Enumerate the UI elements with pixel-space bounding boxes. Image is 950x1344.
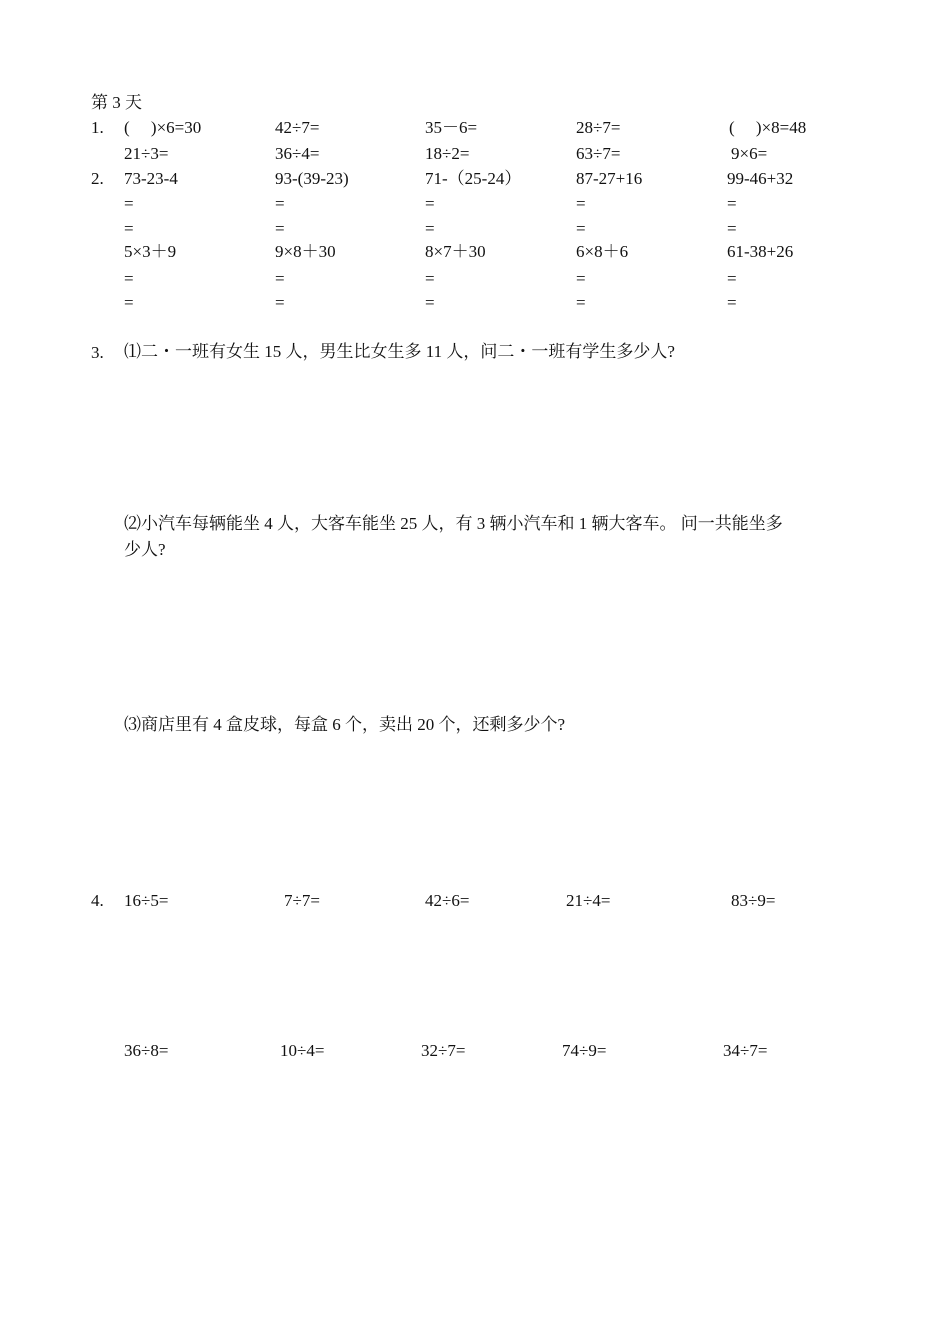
q2-equals: = <box>275 219 285 238</box>
q2-expression: 61-38+26 <box>727 242 794 261</box>
q2-equals: = <box>576 293 586 312</box>
q2-equals: = <box>425 219 435 238</box>
q2-equals: = <box>727 194 737 213</box>
page-title: 第 3 天 <box>91 93 142 112</box>
q2-equals: = <box>727 269 737 288</box>
q1-r2-item: 63÷7= <box>576 144 621 163</box>
q1-r2-item: 9×6= <box>731 144 768 163</box>
q2-equals: = <box>576 269 586 288</box>
q2-equals: = <box>124 219 134 238</box>
question-3-number: 3. <box>91 343 104 362</box>
q1-r1-item: 28÷7= <box>576 118 621 137</box>
q2-equals: = <box>124 269 134 288</box>
q4-r2-item: 36÷8= <box>124 1041 169 1060</box>
q4-r1-item: 16÷5= <box>124 891 169 910</box>
q2-expression: 99-46+32 <box>727 169 794 188</box>
q2-expression: 9×8＋30 <box>275 242 336 261</box>
q2-expression: 87-27+16 <box>576 169 643 188</box>
q2-equals: = <box>124 293 134 312</box>
q4-r1-item: 83÷9= <box>731 891 776 910</box>
q1-r2-item: 21÷3= <box>124 144 169 163</box>
q2-equals: = <box>727 293 737 312</box>
q4-r2-item: 34÷7= <box>723 1041 768 1060</box>
q2-equals: = <box>727 219 737 238</box>
q4-r1-item: 21÷4= <box>566 891 611 910</box>
q2-expression: 73-23-4 <box>124 169 178 188</box>
word-problem-2-line2: 少人? <box>124 540 166 559</box>
q2-equals: = <box>275 293 285 312</box>
q2-equals: = <box>425 194 435 213</box>
word-problem-2-line1: ⑵小汽车每辆能坐 4 人，大客车能坐 25 人，有 3 辆小汽车和 1 辆大客车。 问一共能坐多 <box>124 514 783 533</box>
q2-expression: 6×8＋6 <box>576 242 629 261</box>
q2-equals: = <box>576 194 586 213</box>
word-problem-1: ⑴二・一班有女生 15 人，男生比女生多 11 人，问二・一班有学生多少人? <box>124 342 675 361</box>
question-1-number: 1. <box>91 118 104 137</box>
q4-r2-item: 10÷4= <box>280 1041 325 1060</box>
q2-equals: = <box>275 269 285 288</box>
q2-equals: = <box>124 194 134 213</box>
question-4-number: 4. <box>91 891 104 910</box>
q1-r1-item: 35－6= <box>425 118 478 137</box>
q2-equals: = <box>425 269 435 288</box>
question-2-number: 2. <box>91 169 104 188</box>
q2-expression: 5×3＋9 <box>124 242 177 261</box>
q1-r2-item: 36÷4= <box>275 144 320 163</box>
word-problem-3: ⑶商店里有 4 盒皮球，每盒 6 个，卖出 20 个，还剩多少个? <box>124 715 566 734</box>
q2-equals: = <box>275 194 285 213</box>
q4-r2-item: 74÷9= <box>562 1041 607 1060</box>
q2-expression: 93-(39-23) <box>275 169 349 188</box>
q4-r1-item: 42÷6= <box>425 891 470 910</box>
q4-r1-item: 7÷7= <box>284 891 320 910</box>
q1-r2-item: 18÷2= <box>425 144 470 163</box>
q2-expression: 71-（25-24） <box>425 169 522 188</box>
q4-r2-item: 32÷7= <box>421 1041 466 1060</box>
q1-r1-item: ( )×8=48 <box>729 118 807 137</box>
q2-equals: = <box>576 219 586 238</box>
q1-r1-item: 42÷7= <box>275 118 320 137</box>
q2-expression: 8×7＋30 <box>425 242 486 261</box>
q1-r1-item: ( )×6=30 <box>124 118 202 137</box>
q2-equals: = <box>425 293 435 312</box>
